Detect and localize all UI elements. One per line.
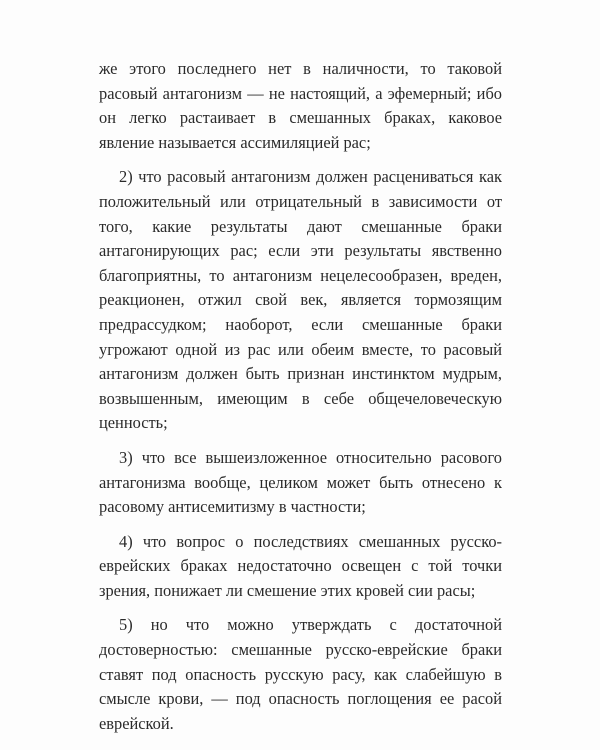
paragraph-item-3: 3) что все вышеизложенное относительно расового антагонизма вообще, целиком может быть отнесено к расовому антисемитизму в частности;	[99, 447, 502, 517]
paragraph-item-4: 4) что вопрос о последствиях смешанных русско-еврейских браках недостаточно освещен с той точки зрения, понижает ли смешение этих кровей сии расы;	[99, 531, 502, 600]
paragraph-item-2: 2) что расовый антагонизм должен расцениваться как положительный или отрицательный в зависимости от того, какие результаты дают смешанные браки антагонирующих рас; если эти результаты явственно благоприятны, то антагонизм нецелесообразен, вреден, реакционен, отжил свой век, является тормозящим предрассудком; наоборот, если смешанные браки угрожают одной из рас или обеим вместе, то расовый антагонизм должен быть признан инстинктом мудрым, возвышенным, имеющим в себе общечеловеческую ценность;	[99, 167, 502, 433]
body-text	[99, 57, 502, 736]
paragraph-item-5: 5) но что можно утверждать с достаточной достоверностью: смешанные русско-еврейские браки ставят под опасность русскую расу, как слабейшую в смысле крови, — под опасность поглощения ее расой еврейской.	[99, 615, 502, 733]
paragraph-continuation: же этого последнего нет в наличности, то таковой расовый антагонизм — не настоящий, а эфемерный; ибо он легко растаивает в смешанных браках, каковое явление называется ассимиляцией рас;	[99, 59, 502, 152]
